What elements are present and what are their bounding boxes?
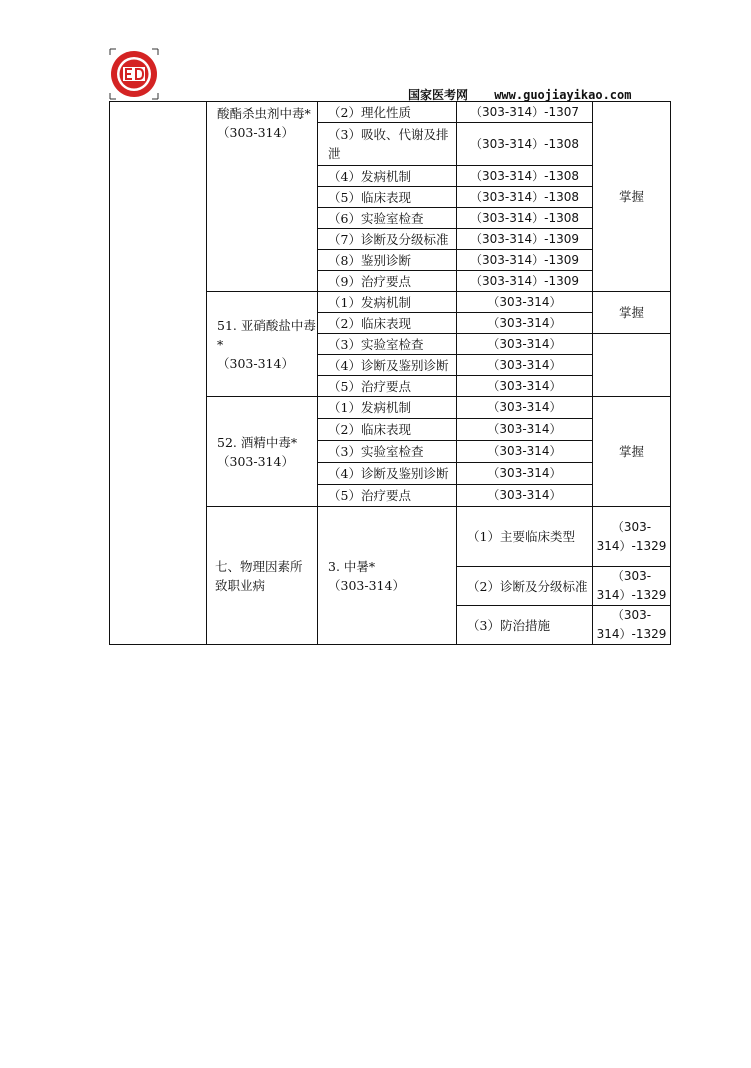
item-cell: （4）诊断及鉴别诊断 xyxy=(318,355,457,376)
disease-cell xyxy=(318,507,457,645)
item-cell: （5）临床表现 xyxy=(318,187,457,208)
guojiayikao-logo-icon xyxy=(109,48,159,100)
code-cell: （303-314） xyxy=(457,334,593,355)
item-cell: （3）实验室检查 xyxy=(318,441,457,463)
code-cell: （303-314）-1308 xyxy=(457,123,593,166)
category-cell: 七、物理因素所致职业病 xyxy=(207,507,318,645)
code-cell: （303-314）-1329 xyxy=(593,567,671,606)
item-cell: （2）诊断及分级标准 xyxy=(457,567,593,606)
level-cell: 掌握 xyxy=(593,292,671,334)
code-cell: （303-314） xyxy=(457,419,593,441)
syllabus-table xyxy=(109,101,671,645)
table-row xyxy=(110,102,671,123)
item-cell: （2）临床表现 xyxy=(318,313,457,334)
code-cell: （303-314）-1308 xyxy=(457,166,593,187)
level-cell-blank xyxy=(593,334,671,397)
item-cell: （3）防治措施 xyxy=(457,606,593,645)
site-url[interactable]: www.guojiayikao.com xyxy=(494,88,632,102)
disease-code: （303-314） xyxy=(217,125,294,140)
item-cell: （1）发病机制 xyxy=(318,292,457,313)
code-cell: （303-314）-1308 xyxy=(457,187,593,208)
item-cell: （6）实验室检查 xyxy=(318,208,457,229)
code-cell: （303-314） xyxy=(457,397,593,419)
code-cell: （303-314） xyxy=(457,376,593,397)
code-cell: （303-314） xyxy=(457,485,593,507)
code-cell: （303-314）-1329 xyxy=(593,507,671,567)
item-cell: （3）实验室检查 xyxy=(318,334,457,355)
code-cell: （303-314） xyxy=(457,441,593,463)
level-cell: 掌握 xyxy=(593,397,671,507)
code-cell: （303-314）-1329 xyxy=(593,606,671,645)
code-cell: （303-314）-1309 xyxy=(457,271,593,292)
category-cell-blank xyxy=(110,102,207,645)
item-cell: （5）治疗要点 xyxy=(318,485,457,507)
disease-cell xyxy=(207,102,318,292)
disease-code: （303-314） xyxy=(328,577,405,593)
level-cell: 掌握 xyxy=(593,102,671,292)
item-cell: （9）治疗要点 xyxy=(318,271,457,292)
disease-name: 52. 酒精中毒* xyxy=(217,434,298,450)
item-cell: （3）吸收、代谢及排泄 xyxy=(318,123,457,166)
code-cell: （303-314）-1308 xyxy=(457,208,593,229)
item-cell: （7）诊断及分级标准 xyxy=(318,229,457,250)
item-cell: （4）诊断及鉴别诊断 xyxy=(318,463,457,485)
code-cell: （303-314）-1309 xyxy=(457,250,593,271)
disease-cell xyxy=(207,292,318,397)
disease-cell xyxy=(207,397,318,507)
site-logo xyxy=(109,48,159,100)
item-cell: （2）临床表现 xyxy=(318,419,457,441)
item-cell: （8）鉴别诊断 xyxy=(318,250,457,271)
disease-name: 酸酯杀虫剂中毒* xyxy=(217,106,311,121)
site-name: 国家医考网 xyxy=(408,88,469,102)
item-cell: （5）治疗要点 xyxy=(318,376,457,397)
code-cell: （303-314） xyxy=(457,292,593,313)
item-cell: （2）理化性质 xyxy=(318,102,457,123)
item-cell: （1）主要临床类型 xyxy=(457,507,593,567)
disease-code: （303-314） xyxy=(217,453,294,469)
code-cell: （303-314） xyxy=(457,355,593,376)
code-cell: （303-314） xyxy=(457,463,593,485)
disease-name: 3. 中暑* xyxy=(328,558,376,574)
item-cell: （1）发病机制 xyxy=(318,397,457,419)
code-cell: （303-314）-1309 xyxy=(457,229,593,250)
code-cell: （303-314） xyxy=(457,313,593,334)
disease-name: 51. 亚硝酸盐中毒* xyxy=(217,317,316,352)
disease-code: （303-314） xyxy=(217,355,294,371)
code-cell: （303-314）-1307 xyxy=(457,102,593,123)
item-cell: （4）发病机制 xyxy=(318,166,457,187)
